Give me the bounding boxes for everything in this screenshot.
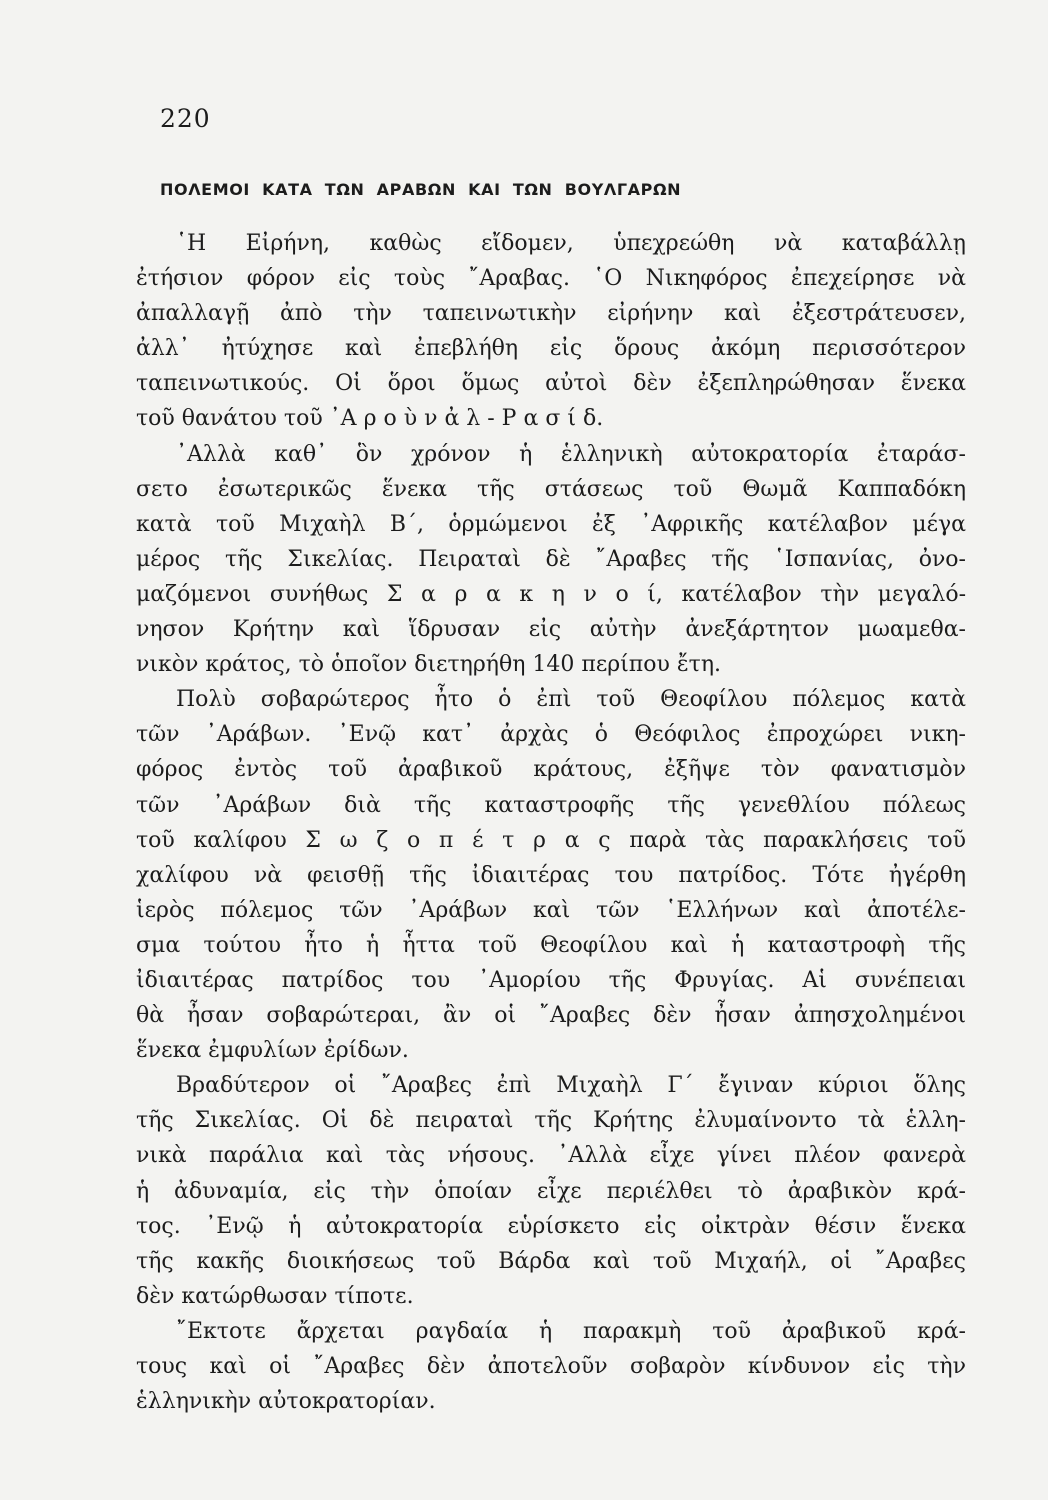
text-line: ἑλληνικὴν αὐτοκρατορίαν.: [136, 1389, 436, 1415]
text-line: κατὰ τοῦ Μιχαὴλ Β΄, ὁρμώμενοι ἐξ ᾽Αφρικῆς κατέλαβον μέγα: [136, 511, 966, 537]
text-line: ἐτήσιον φόρον εἰς τοὺς ῎Αραβας. ῾Ο Νικηφόρος ἐπεχείρησε νὰ: [136, 266, 966, 292]
text-line: ἕνεκα ἐμφυλίων ἐρίδων.: [136, 1038, 409, 1064]
page-number: 220: [160, 104, 211, 133]
text-line: τῆς Σικελίας. Οἱ δὲ πειραταὶ τῆς Κρήτης ἐλυμαίνοντο τὰ ἑλλη-: [136, 1108, 966, 1134]
text-line: τοῦ θανάτου τοῦ ᾽Α ρ ο ὺ ν ἀ λ - Ρ α σ ί δ.: [136, 406, 604, 432]
running-heading: ΠΟΛΕΜΟΙ ΚΑΤΑ ΤΩΝ ΑΡΑΒΩΝ ΚΑΙ ΤΩΝ ΒΟΥΛΓΑΡΩΝ: [160, 180, 682, 199]
text-line: μαζόμενοι συνήθως Σ α ρ α κ η ν ο ί, κατέλαβον τὴν μεγαλό-: [136, 581, 966, 607]
text-line: ἀλλ᾽ ἠτύχησε καὶ ἐπεβλήθη εἰς ὅρους ἀκόμη περισσότερον: [136, 336, 966, 362]
text-line: φόρος ἐντὸς τοῦ ἀραβικοῦ κράτους, ἐξῆψε τὸν φανατισμὸν: [136, 757, 966, 783]
text-line: Βραδύτερον οἱ ῎Αραβες ἐπὶ Μιχαὴλ Γ΄ ἔγιναν κύριοι ὅλης: [176, 1073, 966, 1099]
text-line: τῆς κακῆς διοικήσεως τοῦ Βάρδα καὶ τοῦ Μιχαήλ, οἱ ῎Αραβες: [136, 1248, 966, 1274]
text-line: θὰ ἦσαν σοβαρώτεραι, ἂν οἱ ῎Αραβες δὲν ἦσαν ἀπησχολημένοι: [136, 1003, 966, 1029]
text-line: νησον Κρήτην καὶ ἵδρυσαν εἰς αὐτὴν ἀνεξάρτητον μωαμεθα-: [136, 617, 966, 643]
text-line: τῶν ᾽Αράβων διὰ τῆς καταστροφῆς τῆς γενεθλίου πόλεως: [136, 792, 966, 818]
text-line: τοῦ καλίφου Σ ω ζ ο π έ τ ρ α ς παρὰ τὰς παρακλήσεις τοῦ: [136, 827, 966, 853]
text-line: Πολὺ σοβαρώτερος ἦτο ὁ ἐπὶ τοῦ Θεοφίλου πόλεμος κατὰ: [176, 687, 966, 713]
body-text: [136, 226, 966, 1419]
text-line: ῎Εκτοτε ἄρχεται ραγδαία ἡ παρακμὴ τοῦ ἀραβικοῦ κρά-: [176, 1318, 966, 1344]
text-line: νικὰ παράλια καὶ τὰς νήσους. ᾽Αλλὰ εἶχε γίνει πλέον φανερὰ: [136, 1143, 966, 1169]
text-line: ἱερὸς πόλεμος τῶν ᾽Αράβων καὶ τῶν ῾Ελλήνων καὶ ἀποτέλε-: [136, 897, 966, 923]
text-line: τους καὶ οἱ ῎Αραβες δὲν ἀποτελοῦν σοβαρὸν κίνδυνον εἰς τὴν: [136, 1354, 966, 1379]
text-line: ᾽Αλλὰ καθ᾽ ὃν χρόνον ἡ ἑλληνικὴ αὐτοκρατορία ἐταράσ-: [176, 441, 966, 467]
text-line: δὲν κατώρθωσαν τίποτε.: [136, 1283, 414, 1309]
text-line: μέρος τῆς Σικελίας. Πειραταὶ δὲ ῎Αραβες τῆς ῾Ισπανίας, ὀνο-: [136, 546, 966, 572]
text-line: ῾Η Εἰρήνη, καθὼς εἴδομεν, ὑπεχρεώθη νὰ καταβάλλῃ: [176, 231, 966, 256]
text-line: ἀπαλλαγῇ ἀπὸ τὴν ταπεινωτικὴν εἰρήνην καὶ ἐξεστράτευσεν,: [136, 301, 966, 327]
text-line: ταπεινωτικούς. Οἱ ὅροι ὅμως αὐτοὶ δὲν ἐξεπληρώθησαν ἕνεκα: [136, 371, 966, 397]
text-line: νικὸν κράτος, τὸ ὁποῖον διετηρήθη 140 περίπου ἔτη.: [136, 652, 721, 678]
text-line: τῶν ᾽Αράβων. ᾽Ενῷ κατ᾽ ἀρχὰς ὁ Θεόφιλος ἐπροχώρει νικη-: [136, 722, 966, 748]
text-line: τος. ᾽Ενῷ ἡ αὐτοκρατορία εὑρίσκετο εἰς οἰκτρὰν θέσιν ἕνεκα: [136, 1213, 966, 1239]
text-line: χαλίφου νὰ φεισθῇ τῆς ἰδιαιτέρας του πατρίδος. Τότε ἠγέρθη: [136, 862, 966, 888]
text-line: ἡ ἀδυναμία, εἰς τὴν ὁποίαν εἶχε περιέλθει τὸ ἀραβικὸν κρά-: [136, 1178, 966, 1204]
text-line: σμα τούτου ἦτο ἡ ἧττα τοῦ Θεοφίλου καὶ ἡ καταστροφὴ τῆς: [136, 932, 966, 958]
text-line: ἰδιαιτέρας πατρίδος του ᾽Αμορίου τῆς Φρυγίας. Αἱ συνέπειαι: [136, 967, 966, 993]
text-line: σετο ἐσωτερικῶς ἕνεκα τῆς στάσεως τοῦ Θωμᾶ Καππαδόκη: [136, 476, 966, 502]
